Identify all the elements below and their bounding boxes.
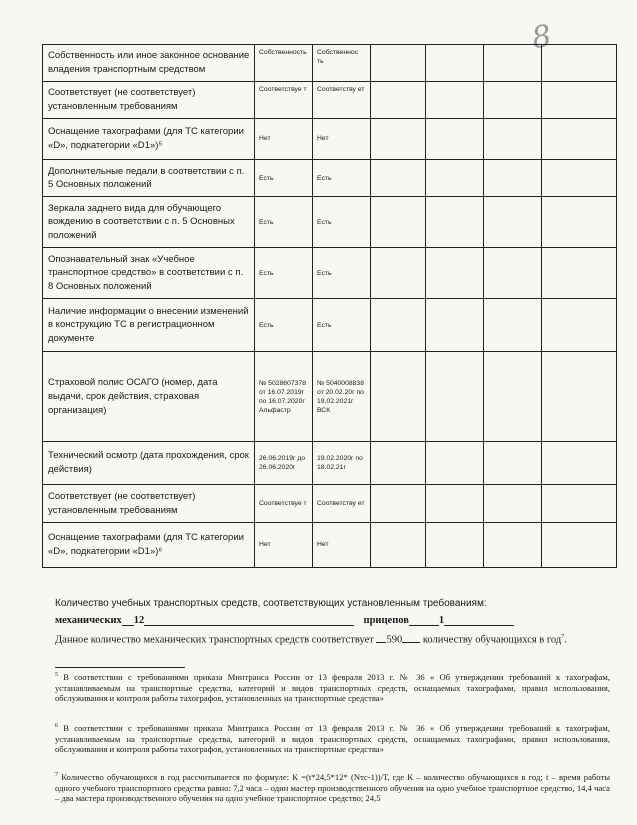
footnote-6-text: В соответствии с требованиями приказа Минтранса России от 13 февраля 2013 г. № 36 « Об утверждении требований к тахографам, устанавливаемым на транспортные средства, категорий и видов транспортных средств, оснащаемых тахографами, правил использования, обслуживания и контроля работы тахографов, установленных на транспортные средства» — [55, 723, 610, 755]
footnote-6-mark: 6 — [55, 723, 58, 730]
statement-note-mark: 7 — [561, 634, 565, 640]
table-row — [43, 299, 617, 352]
footnote-6 — [55, 723, 610, 755]
table-row — [43, 81, 617, 118]
table-row — [43, 45, 617, 82]
students-statement: Данное количество механических транспортных средств соответствует 590 количеству обучающихся в год$^7$. — [55, 634, 567, 646]
row-value-col1: № 5028607378 от 16.07.2019г по 16.07.2020г Альфастр — [255, 352, 313, 442]
handwritten-page-number: 8 — [529, 18, 555, 57]
table-row — [43, 522, 617, 567]
empty-cell — [542, 118, 617, 160]
footnote-7 — [55, 772, 610, 804]
empty-cell — [484, 522, 542, 567]
row-value-col1: Соответствуе т — [255, 485, 313, 523]
table-row — [43, 118, 617, 160]
row-value-col2: Есть — [313, 197, 371, 248]
empty-cell — [426, 197, 484, 248]
empty-cell — [371, 81, 426, 118]
footnote-5 — [55, 672, 610, 704]
row-value-col1: Есть — [255, 197, 313, 248]
empty-cell — [426, 522, 484, 567]
vehicle-count-heading: Количество учебных транспортных средств, соответствующих установленным требованиям: — [55, 598, 487, 609]
row-value-col2: № 5040008838 от 20.02.20г по 19.02.2021г ВСК — [313, 352, 371, 442]
empty-cell — [371, 442, 426, 485]
row-value-col1: Нет — [255, 118, 313, 160]
empty-cell — [542, 81, 617, 118]
row-value-col1: Собственность — [255, 45, 313, 82]
empty-cell — [426, 352, 484, 442]
row-value-col1: Нет — [255, 522, 313, 567]
row-label: Технический осмотр (дата прохождения, срок действия) — [43, 442, 255, 485]
empty-cell — [426, 485, 484, 523]
table-row — [43, 160, 617, 197]
empty-cell — [371, 160, 426, 197]
empty-cell — [484, 160, 542, 197]
row-value-col2: Соответству ет — [313, 485, 371, 523]
empty-cell — [426, 160, 484, 197]
row-value-col2: Нет — [313, 118, 371, 160]
empty-cell — [484, 248, 542, 299]
footnote-divider — [55, 667, 185, 668]
row-value-col2: Собственнос ть — [313, 45, 371, 82]
row-value-col2: Есть — [313, 160, 371, 197]
row-value-col1: Есть — [255, 160, 313, 197]
row-label: Опознавательный знак «Учебное транспортное средство» в соответствии с п. 8 Основных положений — [43, 248, 255, 299]
empty-cell — [484, 485, 542, 523]
empty-cell — [371, 118, 426, 160]
empty-cell — [426, 248, 484, 299]
footnote-5-mark: 5 — [55, 672, 58, 679]
empty-cell — [426, 299, 484, 352]
empty-cell — [371, 485, 426, 523]
footnote-5-text: В соответствии с требованиями приказа Минтранса России от 13 февраля 2013 г. № 36 « Об утверждении требований к тахографам, устанавливаемым на транспортные средства, категорий и видов транспортных средств, оснащаемых тахографами, правил использования, обслуживания и контроля работы тахографов, установленных на транспортные средства» — [55, 672, 610, 704]
empty-cell — [426, 118, 484, 160]
mech-value: 12 — [133, 615, 145, 626]
mech-label: механических — [55, 615, 122, 626]
row-label: Наличие информации о внесении изменений в конструкцию ТС в регистрационном документе — [43, 299, 255, 352]
empty-cell — [542, 485, 617, 523]
row-value-col2: Нет — [313, 522, 371, 567]
empty-cell — [426, 45, 484, 82]
empty-cell — [371, 352, 426, 442]
row-value-col1: 26.06.2019г до 26.06.2020г — [255, 442, 313, 485]
empty-cell — [371, 522, 426, 567]
vehicle-requirements-table — [42, 44, 617, 568]
row-label: Оснащение тахографами (для ТС категории «D», подкатегории «D1»)⁶ — [43, 522, 255, 567]
row-value-col1: Соответствуе т — [255, 81, 313, 118]
row-value-col2: Есть — [313, 248, 371, 299]
trailer-label: прицепов — [363, 615, 409, 626]
row-value-col2: Есть — [313, 299, 371, 352]
table-row — [43, 197, 617, 248]
row-value-col1: Есть — [255, 299, 313, 352]
statement-suffix: количеству обучающихся в год — [422, 634, 562, 646]
empty-cell — [484, 442, 542, 485]
trailer-value: 1 — [438, 615, 445, 626]
row-value-col1: Есть — [255, 248, 313, 299]
empty-cell — [542, 197, 617, 248]
empty-cell — [484, 197, 542, 248]
row-label: Собственность или иное законное основание владения транспортным средством — [43, 45, 255, 82]
empty-cell — [484, 81, 542, 118]
empty-cell — [484, 299, 542, 352]
row-label: Страховой полис ОСАГО (номер, дата выдачи, срок действия, страховая организация) — [43, 352, 255, 442]
empty-cell — [542, 160, 617, 197]
row-label: Дополнительные педали в соответствии с п. 5 Основных положений — [43, 160, 255, 197]
empty-cell — [542, 442, 617, 485]
table-row — [43, 485, 617, 523]
row-value-col2: 19.02.2020г по 18.02.21г — [313, 442, 371, 485]
empty-cell — [371, 45, 426, 82]
empty-cell — [426, 81, 484, 118]
empty-cell — [371, 299, 426, 352]
footnote-7-mark: 7 — [55, 772, 58, 779]
empty-cell — [542, 522, 617, 567]
row-label: Оснащение тахографами (для ТС категории «D», подкатегории «D1»)⁵ — [43, 118, 255, 160]
students-value: 590 — [386, 634, 403, 646]
table-row — [43, 248, 617, 299]
statement-prefix: Данное количество механических транспортных средств соответствует — [55, 634, 374, 646]
empty-cell — [426, 442, 484, 485]
row-value-col2: Соответству ет — [313, 81, 371, 118]
empty-cell — [542, 45, 617, 82]
empty-cell — [484, 352, 542, 442]
empty-cell — [542, 352, 617, 442]
empty-cell — [542, 299, 617, 352]
footnote-7-text: Количество обучающихся в год рассчитывается по формуле: К =(t*24,5*12* (Nтс-1))/Т, где К – количество обучающихся в год; t – время работы одного учебного транспортного средства равно: 7,2 часа – один мастер производственного обучения на одно учебное транспортное средство, 14,4 часа – два мастера производственного обучения на одно учебное транспортное средство; 24,5 — [55, 772, 611, 804]
table-row — [43, 442, 617, 485]
empty-cell — [484, 45, 542, 82]
empty-cell — [371, 248, 426, 299]
table-row — [43, 352, 617, 442]
row-label: Соответствует (не соответствует) установленным требованиям — [43, 485, 255, 523]
vehicle-count-line — [55, 613, 615, 626]
empty-cell — [484, 118, 542, 160]
row-label: Соответствует (не соответствует) установленным требованиям — [43, 81, 255, 118]
empty-cell — [371, 197, 426, 248]
empty-cell — [542, 248, 617, 299]
row-label: Зеркала заднего вида для обучающего вождению в соответствии с п. 5 Основных положений — [43, 197, 255, 248]
